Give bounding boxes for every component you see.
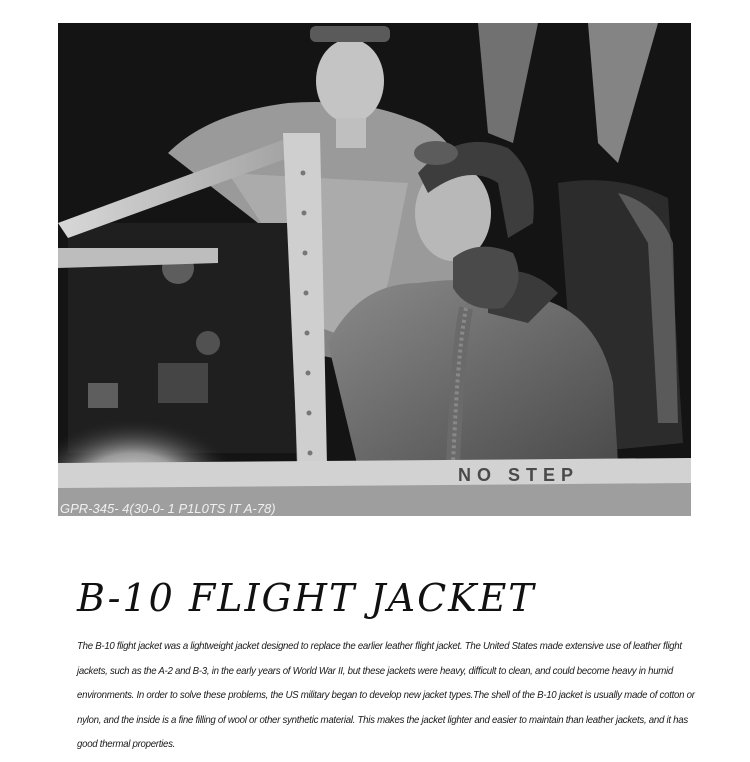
article-title: B-10 FLIGHT JACKET — [77, 576, 536, 620]
standing-man-cap — [310, 26, 390, 42]
canopy-marking: NO STEP — [458, 465, 580, 485]
standing-man-head — [316, 39, 384, 123]
oxygen-mask — [453, 247, 519, 309]
goggles — [414, 141, 458, 165]
historical-photo — [58, 23, 691, 516]
photo-illustration — [58, 23, 691, 516]
plate-caption: GPR-345- 4(30-0- 1 P1L0TS IT A-78) — [60, 501, 276, 516]
article-body: The B-10 flight jacket was a lightweight jacket designed to replace the earlier leather flight jacket. The United States made extensive use of leather flight jackets, such as the A-2 and B-3, in the early years of World War II, but these jackets were heavy, difficult to clean, and could become heavy in humid environments. In order to solve these problems, the US military began to develop new jacket types.The shell of the B-10 jacket is usually made of cotton or nylon, and the inside is a fine filling of wool or other synthetic material. This makes the jacket lighter and easier to maintain than leather jackets, and it has good thermal properties. — [77, 640, 695, 750]
